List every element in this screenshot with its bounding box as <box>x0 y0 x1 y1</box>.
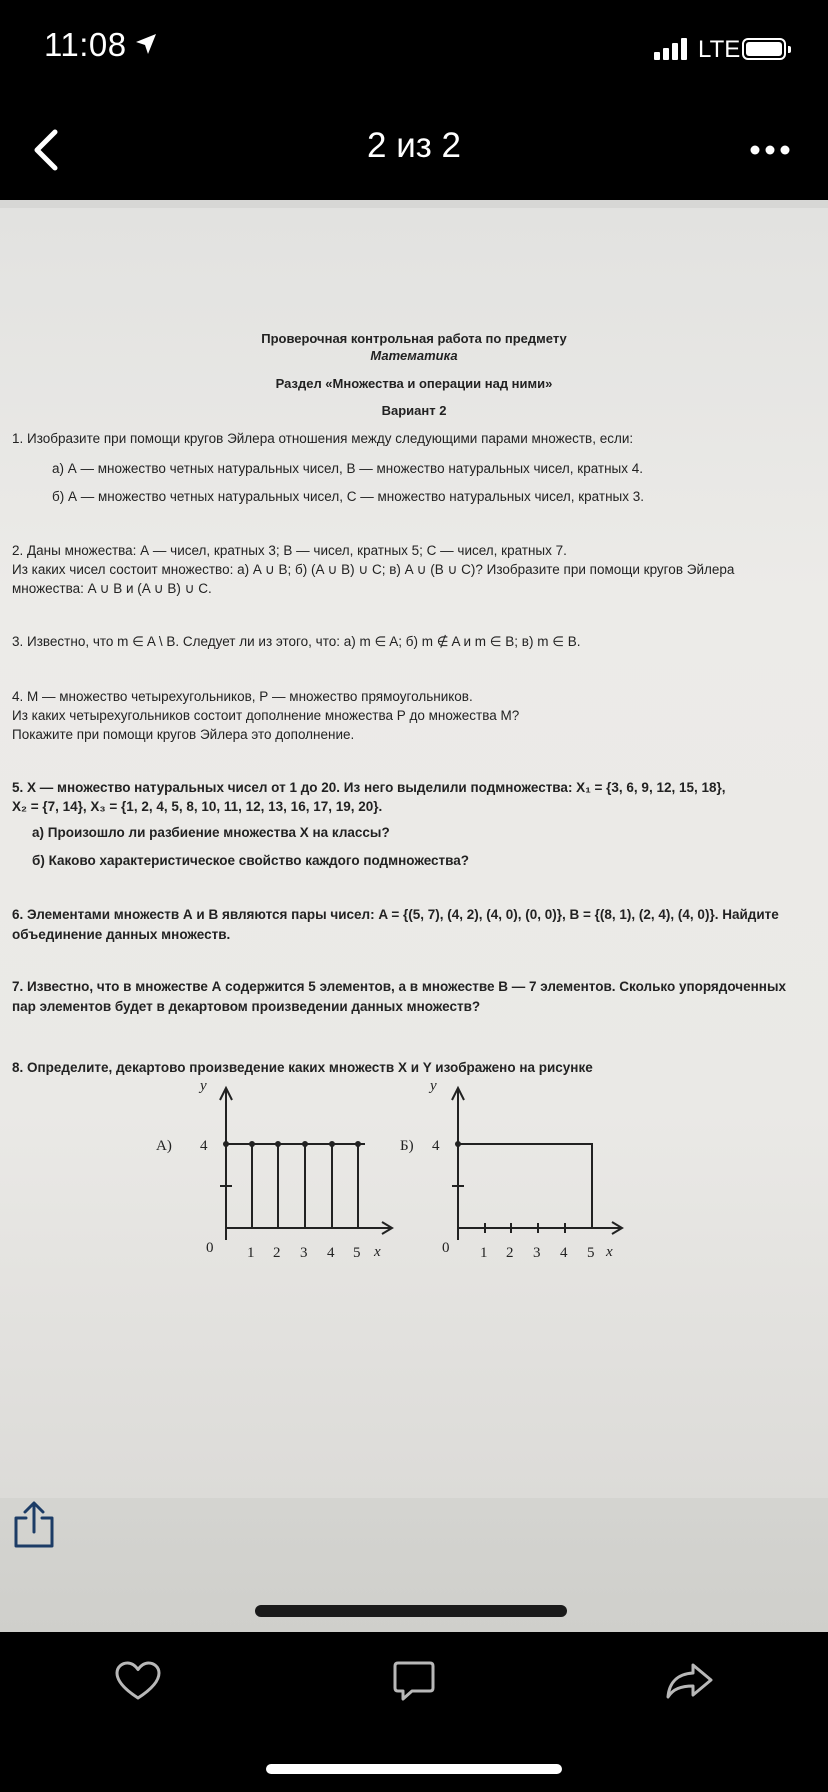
graph-a-point <box>355 1141 361 1147</box>
graph-a-point <box>275 1141 281 1147</box>
q4-line1: 4. М — множество четырехугольников, Р — множество прямоугольников. <box>12 689 473 704</box>
like-button[interactable] <box>110 1656 166 1706</box>
location-arrow-icon <box>134 32 158 56</box>
q8-text: 8. Определите, декартово произведение каких множеств X и Y изображено на рисунке <box>12 1060 593 1075</box>
bottom-toolbar <box>0 1632 828 1792</box>
status-time: 11:08 <box>44 26 127 63</box>
graph-a-x-tick-1: 1 <box>247 1245 255 1261</box>
q5-line1: 5. X — множество натуральных чисел от 1 до 20. Из него выделили подмножества: X₁ = {3, 6, 9, 12, 15, 18}, <box>12 780 726 795</box>
q6-line1: 6. Элементами множеств А и В являются пары чисел: A = {(5, 7), (4, 2), (4, 0), (0, 0)}, B = {(8, 1), (2, 4), (4, 0)}. Найдите <box>12 907 779 922</box>
photo-phone-home-bar <box>255 1605 567 1617</box>
forward-button[interactable] <box>662 1656 718 1706</box>
graph-b-y-tick: 4 <box>432 1138 440 1154</box>
graph-b <box>390 1080 650 1270</box>
graph-a-point <box>302 1141 308 1147</box>
doc-section: Раздел «Множества и операции над ними» <box>275 376 553 391</box>
q2-line2: Из каких чисел состоит множество: а) A ∪ B; б) (A ∪ B) ∪ C; в) A ∪ (B ∪ C)? Изобразите при помощи кругов Эйлера <box>12 562 735 577</box>
graph-b-y-label: y <box>430 1080 437 1094</box>
signal-bars-icon <box>654 38 688 60</box>
q7-line1: 7. Известно, что в множестве А содержится 5 элементов, а в множестве В — 7 элементов. Сколько упорядоченных <box>12 979 786 994</box>
q1-a: а) А — множество четных натуральных чисел, В — множество натуральных чисел, кратных 4. <box>52 461 644 476</box>
q6-line2: объединение данных множеств. <box>12 927 231 942</box>
graph-a-x-tick-2: 2 <box>273 1245 281 1261</box>
comment-icon <box>392 1660 436 1702</box>
q2-line3: множества: A ∪ B и (A ∪ B) ∪ C. <box>12 581 212 596</box>
q5-a: а) Произошло ли разбиение множества X на классы? <box>32 825 390 840</box>
q1-b: б) А — множество четных натуральных чисел, С — множество натуральных чисел, кратных 3. <box>52 489 644 504</box>
graph-b-x-tick-2: 2 <box>506 1245 514 1261</box>
graph-b-label: Б) <box>400 1138 414 1154</box>
graph-a-x-tick-3: 3 <box>300 1245 308 1261</box>
more-button[interactable] <box>740 122 800 178</box>
forward-arrow-icon <box>665 1661 715 1701</box>
carrier-label: LTE <box>698 36 741 63</box>
photo-view[interactable] <box>0 200 828 1632</box>
graph-b-x-tick-3: 3 <box>533 1245 541 1261</box>
q4-line3: Покажите при помощи кругов Эйлера это дополнение. <box>12 727 355 742</box>
graph-a-point <box>329 1141 335 1147</box>
page-title: 2 из 2 <box>367 126 461 165</box>
top-bar <box>0 100 828 200</box>
graph-a-y-tick: 4 <box>200 1138 208 1154</box>
graph-b-x-tick-4: 4 <box>560 1245 568 1261</box>
graph-a-point <box>223 1141 229 1147</box>
q5-line2: X₂ = {7, 14}, X₃ = {1, 2, 4, 5, 8, 10, 11, 12, 13, 16, 17, 19, 20}. <box>12 799 383 814</box>
graph-a-point <box>249 1141 255 1147</box>
q1-text: 1. Изобразите при помощи кругов Эйлера отношения между следующими парами множеств, если: <box>12 431 634 446</box>
q5-b: б) Каково характеристическое свойство каждого подмножества? <box>32 853 470 868</box>
q7-line2: пар элементов будет в декартовом произведении данных множеств? <box>12 999 481 1014</box>
graph-b-origin: 0 <box>442 1240 450 1256</box>
comment-button[interactable] <box>386 1656 442 1706</box>
graph-a-y-label: y <box>200 1080 207 1094</box>
graph-a-label: А) <box>156 1138 172 1154</box>
graph-a-x-tick-5: 5 <box>353 1245 361 1261</box>
graph-b-rect <box>458 1144 592 1228</box>
doc-variant: Вариант 2 <box>381 403 447 418</box>
q4-line2: Из каких четырехугольников состоит дополнение множества Р до множества М? <box>12 708 520 723</box>
graph-a <box>140 1080 400 1270</box>
q2-line1: 2. Даны множества: А — чисел, кратных 3; В — чисел, кратных 5; С — чисел, кратных 7. <box>12 543 567 558</box>
graph-a-origin: 0 <box>206 1240 214 1256</box>
q3-text: 3. Известно, что m ∈ A \ B. Следует ли из этого, что: а) m ∈ A; б) m ∉ A и m ∈ B; в) m ∈ B. <box>12 634 581 649</box>
doc-header-line1: Проверочная контрольная работа по предмету <box>261 331 567 346</box>
status-bar <box>0 0 828 100</box>
ellipsis-icon <box>750 145 790 155</box>
graph-b-x-label: x <box>606 1244 613 1260</box>
graph-a-x-tick-4: 4 <box>327 1245 335 1261</box>
share-icon <box>12 1500 56 1550</box>
graph-a-x-label: x <box>374 1244 381 1260</box>
graph-b-x-tick-5: 5 <box>587 1245 595 1261</box>
graph-b-x-tick-1: 1 <box>480 1245 488 1261</box>
graph-b-point <box>455 1141 461 1147</box>
heart-icon <box>115 1661 161 1701</box>
battery-icon <box>742 38 786 60</box>
home-indicator <box>266 1764 562 1774</box>
doc-subject: Математика <box>370 348 458 363</box>
